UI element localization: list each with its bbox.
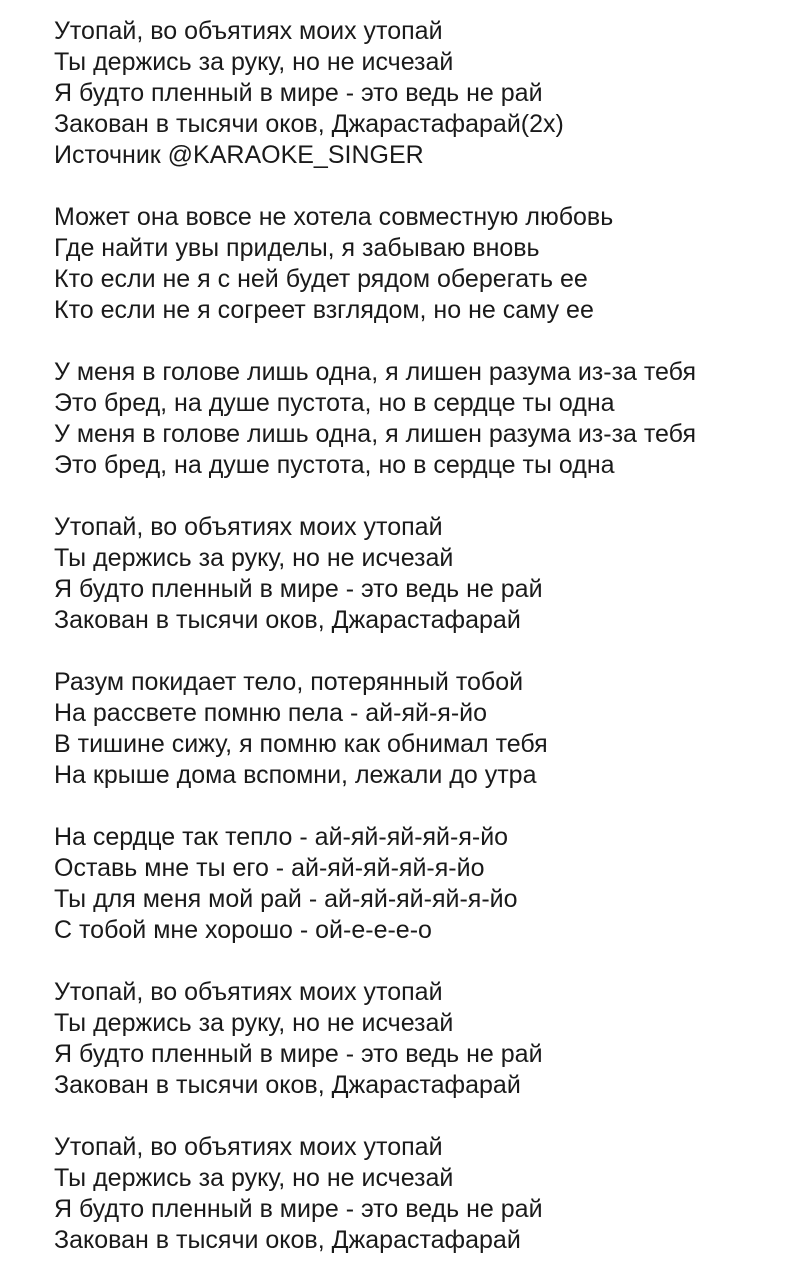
lyric-line: Ты держись за руку, но не исчезай [54, 544, 454, 572]
stanza-8 [54, 1132, 790, 1256]
lyric-line: Утопай, во объятиях моих утопай [54, 17, 443, 45]
source-credit: Источник @KARAOKE_SINGER [54, 141, 424, 169]
stanza-7 [54, 977, 790, 1101]
stanza-6 [54, 822, 790, 946]
lyric-line: На крыше дома вспомни, лежали до утра [54, 761, 537, 789]
lyric-line: Оставь мне ты его - ай-яй-яй-яй-я-йо [54, 854, 485, 882]
stanza-4 [54, 512, 790, 636]
lyric-line: У меня в голове лишь одна, я лишен разума из-за тебя [54, 420, 696, 448]
lyric-line: Я будто пленный в мире - это ведь не рай [54, 575, 543, 603]
stanza-3 [54, 357, 790, 481]
lyrics-text [54, 16, 790, 1256]
lyric-line: Закован в тысячи оков, Джарастафарай(2x) [54, 110, 564, 138]
lyric-line: Ты держись за руку, но не исчезай [54, 48, 454, 76]
lyric-line: Закован в тысячи оков, Джарастафарай [54, 1226, 521, 1254]
lyric-line: Это бред, на душе пустота, но в сердце ты одна [54, 451, 615, 479]
lyric-line: На сердце так тепло - ай-яй-яй-яй-я-йо [54, 823, 509, 851]
lyric-line: Может она вовсе не хотела совместную любовь [54, 203, 614, 231]
lyric-line: Закован в тысячи оков, Джарастафарай [54, 606, 521, 634]
lyric-line: Ты держись за руку, но не исчезай [54, 1009, 454, 1037]
stanza-5 [54, 667, 790, 791]
stanza-2 [54, 202, 790, 326]
stanza-1 [54, 16, 790, 171]
lyric-line: Закован в тысячи оков, Джарастафарай [54, 1071, 521, 1099]
lyric-line: Где найти увы приделы, я забываю вновь [54, 234, 540, 262]
lyric-line: Я будто пленный в мире - это ведь не рай [54, 79, 543, 107]
lyric-line: Утопай, во объятиях моих утопай [54, 1133, 443, 1161]
lyric-line: Ты для меня мой рай - ай-яй-яй-яй-я-йо [54, 885, 518, 913]
lyric-line: На рассвете помню пела - ай-яй-я-йо [54, 699, 488, 727]
lyric-line: Кто если не я согреет взглядом, но не саму ее [54, 296, 594, 324]
lyric-line: Я будто пленный в мире - это ведь не рай [54, 1040, 543, 1068]
lyric-line: Разум покидает тело, потерянный тобой [54, 668, 524, 696]
lyric-line: Это бред, на душе пустота, но в сердце ты одна [54, 389, 615, 417]
lyric-line: У меня в голове лишь одна, я лишен разума из-за тебя [54, 358, 696, 386]
lyric-line: Утопай, во объятиях моих утопай [54, 978, 443, 1006]
lyric-line: Утопай, во объятиях моих утопай [54, 513, 443, 541]
lyric-line: В тишине сижу, я помню как обнимал тебя [54, 730, 548, 758]
lyric-line: Я будто пленный в мире - это ведь не рай [54, 1195, 543, 1223]
lyric-line: С тобой мне хорошо - ой-е-е-е-о [54, 916, 432, 944]
lyric-line: Кто если не я с ней будет рядом оберегать ее [54, 265, 588, 293]
lyric-line: Ты держись за руку, но не исчезай [54, 1164, 454, 1192]
